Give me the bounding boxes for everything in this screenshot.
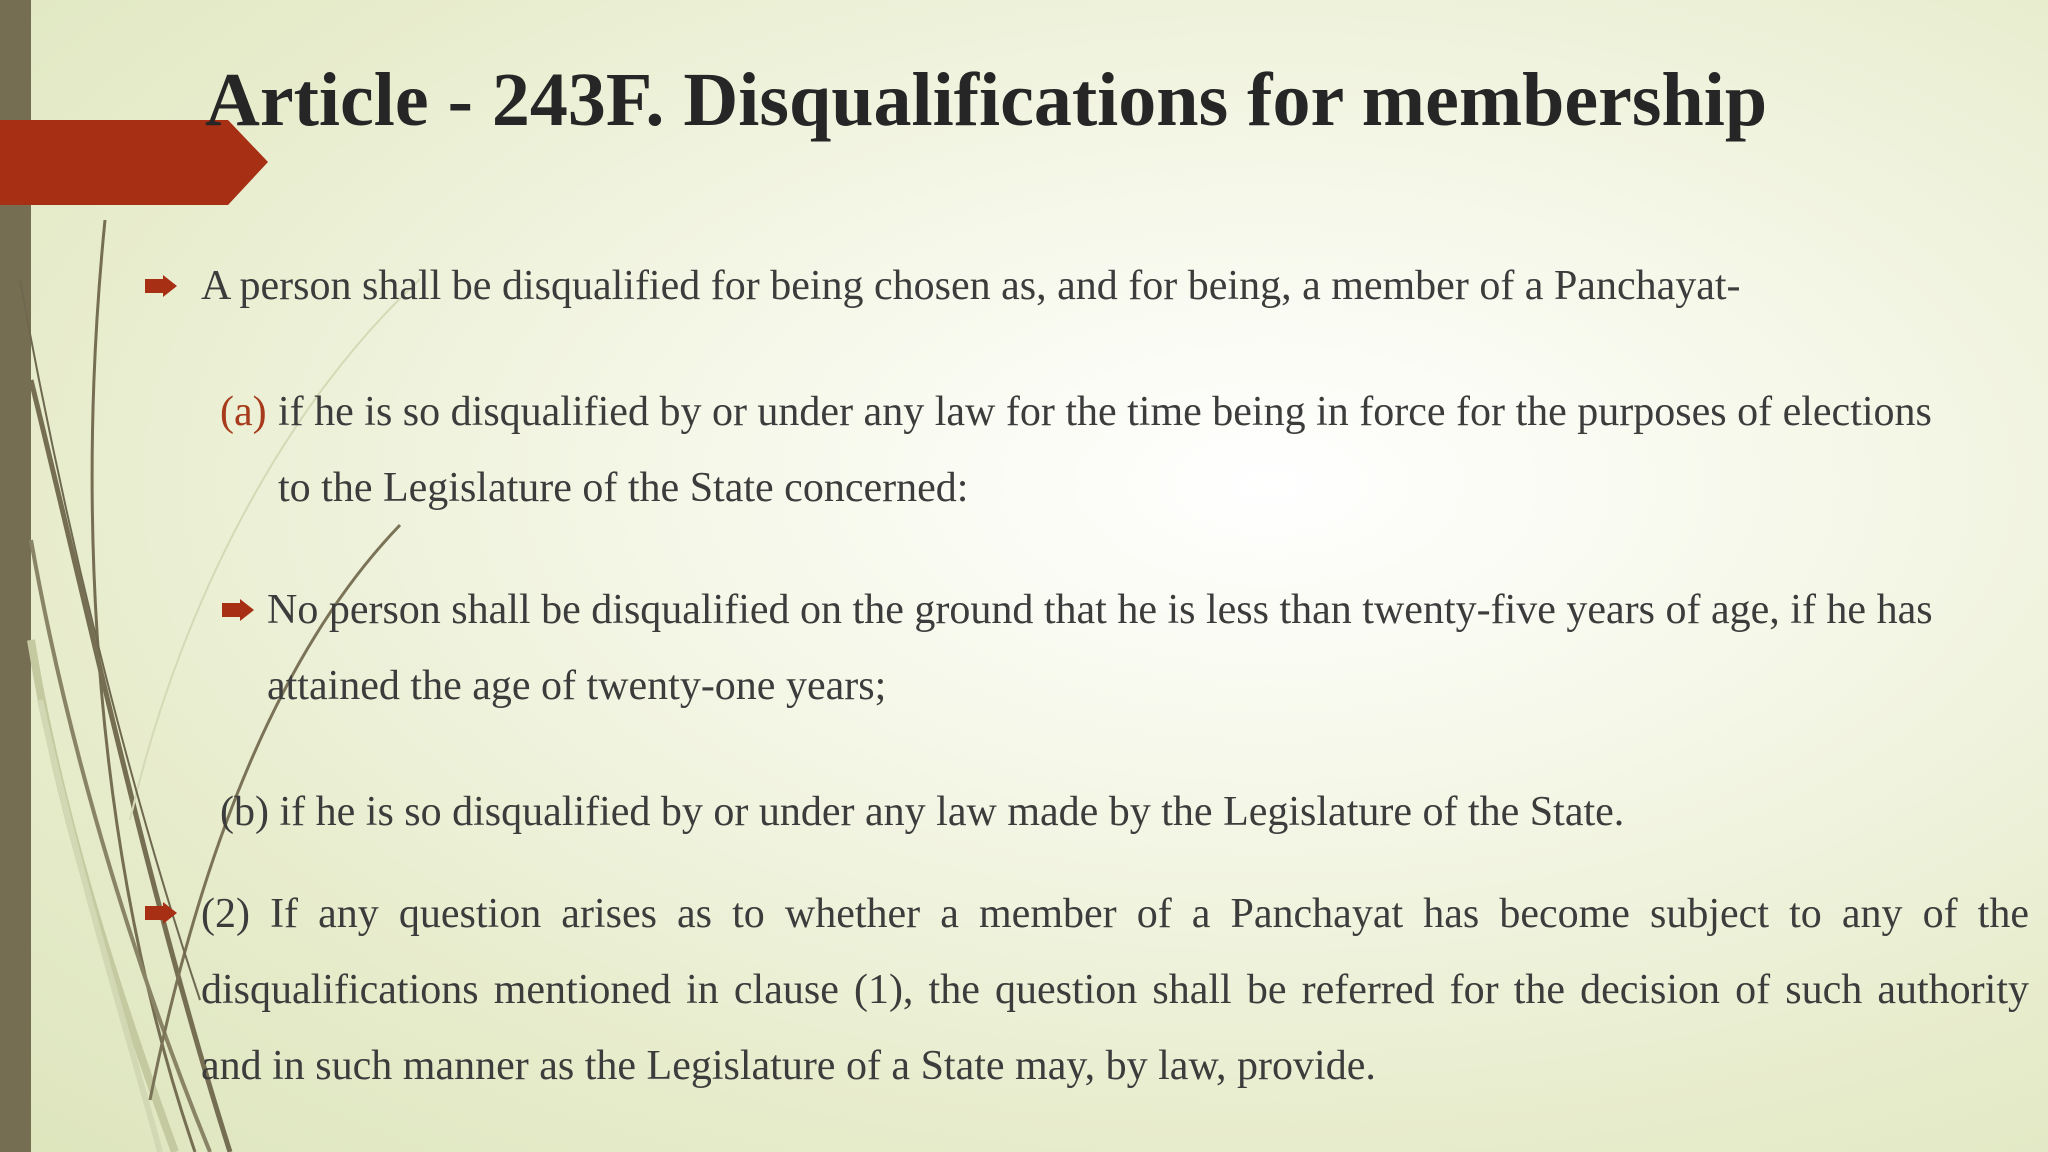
proviso-text: No person shall be disqualified on the ground that he is less than twenty-five years of age, if he has attained the age of twenty-one years; (267, 587, 1933, 709)
clause-a-text: if he is so disqualified by or under any law for the time being in force for the purposes of elections to the Legislature of the State concerned: (278, 389, 1932, 511)
right-arrow-bullet-icon (145, 902, 177, 924)
intro-text: A person shall be disqualified for being chosen as, and for being, a member of a Panchayat- (201, 263, 1741, 309)
right-arrow-bullet-icon (145, 275, 177, 297)
right-arrow-bullet-icon (222, 599, 254, 621)
clause-b-text: (b) if he is so disqualified by or under any law made by the Legislature of the State. (220, 789, 1625, 835)
clause-a-label: (a) (220, 389, 267, 435)
clause-a (220, 374, 1975, 526)
slide-title: Article - 243F. Disqualifications for membership (205, 58, 1768, 142)
clause-2-text: (2) If any question arises as to whether a member of a Panchayat has become subject to any of the disqualifications mentioned in clause (1), the question shall be referred for the decision of such authority and in such manner as the Legislature of a State may, by law, provide. (201, 891, 2029, 1089)
